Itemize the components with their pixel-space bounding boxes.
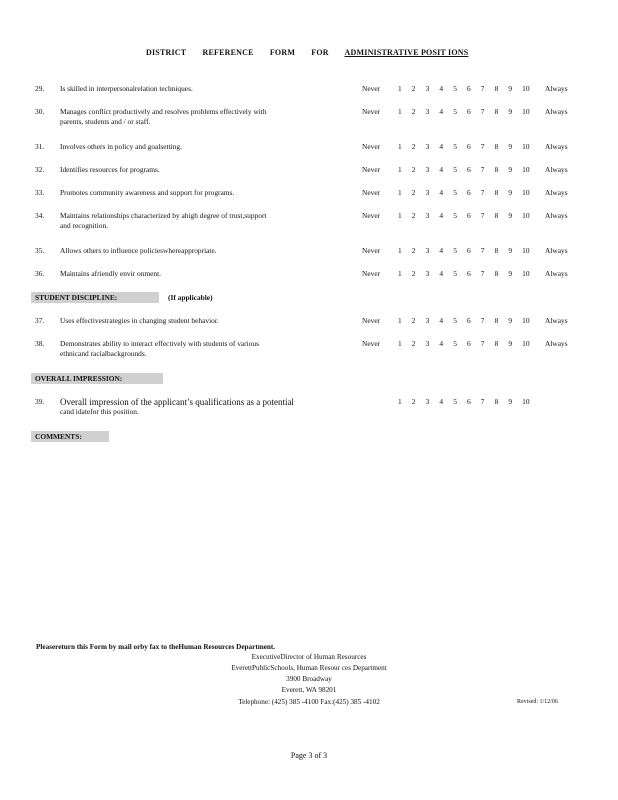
rating-option[interactable]: 4 [439,165,444,174]
rating-option[interactable]: 6 [466,142,471,151]
revised-date: Revised: 1/12/06 [517,699,558,705]
rating-scale [398,269,536,279]
item-text: Demonstrates ability to interact effectively with students of various [60,339,259,348]
item-text: Identifies resources for programs. [60,165,160,174]
rating-scale [398,142,536,152]
item-number: 29. [35,84,45,93]
rating-option[interactable]: 5 [453,84,457,93]
rating-option[interactable]: 7 [480,188,485,197]
rating-option[interactable]: 7 [480,316,485,325]
scale-never-label: Never [362,142,381,151]
rating-option[interactable]: 4 [439,246,444,255]
rating-option[interactable]: 9 [508,107,513,116]
section-label: OVERALL IMPRESSION: [35,374,123,383]
rating-option[interactable]: 3 [425,269,430,278]
rating-option[interactable]: 6 [466,107,471,116]
rating-option[interactable]: 10 [522,246,530,255]
rating-option[interactable]: 2 [411,269,416,278]
rating-option[interactable]: 3 [425,84,430,93]
item-text: Involves others in policy and goalsetting. [60,142,182,151]
rating-option[interactable]: 8 [494,107,499,116]
rating-scale [398,188,536,198]
rating-option[interactable]: 7 [480,211,485,220]
rating-option[interactable]: 9 [508,316,513,325]
rating-option[interactable]: 7 [480,107,485,116]
rating-option[interactable]: 9 [508,211,513,220]
rating-option[interactable]: 9 [508,269,513,278]
rating-option[interactable]: 3 [425,246,430,255]
rating-scale [398,211,536,221]
rating-option[interactable]: 7 [480,269,485,278]
rating-option[interactable]: 1 [398,142,402,151]
rating-option[interactable]: 4 [439,397,444,406]
rating-option[interactable]: 1 [398,246,402,255]
rating-option[interactable]: 4 [439,211,444,220]
item-text: Maintains relationships characterized by ahigh degree of trust,support [60,211,267,220]
scale-never-label: Never [362,339,381,348]
rating-option[interactable]: 4 [439,269,444,278]
item-number: 34. [35,211,45,220]
rating-option[interactable]: 4 [439,339,444,348]
item-text-continued: and recognition. [60,221,109,230]
item-text: Promotes community awareness and support for programs. [60,188,235,197]
scale-always-label: Always [545,246,568,255]
item-number: 35. [35,246,45,255]
scale-always-label: Always [545,339,568,348]
rating-option[interactable]: 10 [522,84,530,93]
title-word: DISTRICT [146,48,187,57]
item-text: Allows others to influence policieswhereappropriate. [60,246,217,255]
footer-director: ExecutiveDirector of Human Resources [251,653,367,661]
rating-option[interactable]: 3 [425,397,430,406]
footer-department: EverettPublicSchools, Human Resour ces Department [231,664,387,672]
section-note: (If applicable) [165,292,213,303]
scale-always-label: Always [545,188,568,197]
item-text: Manages conflict productively and resolves problems effectively with [60,107,267,116]
rating-scale [398,165,536,175]
rating-option[interactable]: 6 [466,84,471,93]
section-overall-impression [31,373,163,384]
rating-option[interactable]: 5 [453,188,457,197]
scale-never-label: Never [362,316,381,325]
rating-scale [398,339,536,349]
title-word: FOR [311,48,329,57]
rating-option[interactable]: 9 [508,246,513,255]
rating-option[interactable]: 6 [466,269,471,278]
rating-option[interactable]: 4 [439,107,444,116]
rating-option[interactable]: 10 [522,107,530,116]
rating-option[interactable]: 8 [494,142,499,151]
rating-scale [398,107,536,117]
rating-option[interactable]: 8 [494,397,499,406]
rating-option[interactable]: 3 [425,107,430,116]
rating-option[interactable]: 8 [494,246,499,255]
rating-option[interactable]: 10 [522,339,530,348]
rating-option[interactable]: 8 [494,188,499,197]
rating-option[interactable]: 1 [398,397,402,406]
rating-option[interactable]: 5 [453,339,457,348]
rating-option[interactable]: 7 [480,246,485,255]
rating-option[interactable]: 4 [439,316,444,325]
rating-option[interactable]: 3 [425,211,430,220]
rating-option[interactable]: 2 [411,246,416,255]
rating-option[interactable]: 2 [411,142,416,151]
rating-scale [398,316,536,326]
item-number: 30. [35,107,45,116]
rating-option[interactable]: 3 [425,316,430,325]
rating-option[interactable]: 5 [453,107,457,116]
rating-option[interactable]: 1 [398,339,402,348]
rating-option[interactable]: 8 [494,211,499,220]
rating-option[interactable]: 2 [411,339,416,348]
item-text: Maintains afriendly envir onment. [60,269,161,278]
title-underlined: ADMINISTRATIVE POSIT IONS [344,48,469,57]
rating-option[interactable]: 2 [411,107,416,116]
title-word: REFERENCE [202,48,254,57]
rating-scale [398,246,536,256]
item-text: Uses effectivestrategies in changing student behavior. [60,316,219,325]
rating-option[interactable]: 8 [494,84,499,93]
rating-option[interactable]: 3 [425,142,430,151]
item-number: 38. [35,339,45,348]
footer-phone-fax: Telephone: (425) 385 -4100 Fax:(425) 385 -4102 [238,698,380,706]
scale-never-label: Never [362,246,381,255]
rating-option[interactable]: 1 [398,316,402,325]
rating-option[interactable]: 5 [453,246,457,255]
scale-always-label: Always [545,165,568,174]
rating-scale [398,84,536,94]
scale-never-label: Never [362,107,381,116]
scale-always-label: Always [545,316,568,325]
rating-option[interactable]: 6 [466,211,471,220]
rating-option[interactable]: 9 [508,397,513,406]
scale-always-label: Always [545,211,568,220]
rating-option[interactable]: 7 [480,84,485,93]
rating-option[interactable]: 10 [522,269,530,278]
item-number: 31. [35,142,45,151]
rating-option[interactable]: 9 [508,142,513,151]
rating-option[interactable]: 7 [480,142,485,151]
rating-option[interactable]: 2 [411,84,416,93]
scale-never-label: Never [362,84,381,93]
rating-option[interactable]: 4 [439,142,444,151]
scale-never-label: Never [362,269,381,278]
page-number: Page 3 of 3 [290,751,328,760]
rating-option[interactable]: 3 [425,165,430,174]
return-instructions: Pleasereturn this Form by mail orby fax to theHuman Resources Department. [36,643,276,651]
rating-option[interactable]: 2 [411,397,416,406]
rating-option[interactable]: 10 [522,397,530,406]
scale-always-label: Always [545,269,568,278]
rating-option[interactable]: 2 [411,188,416,197]
scale-never-label: Never [362,211,381,220]
item-number: 39. [35,397,45,406]
item-number: 32. [35,165,45,174]
rating-option[interactable]: 2 [411,316,416,325]
item-text-continued: cand idatefor this position. [60,407,139,416]
scale-never-label: Never [362,188,381,197]
rating-option[interactable]: 5 [453,269,457,278]
item-text: Overall impression of the applicant’s qualifications as a potential [60,397,294,407]
form-title [146,48,468,57]
rating-scale [398,397,536,407]
rating-option[interactable]: 6 [466,246,471,255]
rating-option[interactable]: 10 [522,211,530,220]
rating-option[interactable]: 8 [494,339,499,348]
rating-option[interactable]: 10 [522,188,530,197]
rating-option[interactable]: 10 [522,142,530,151]
item-text-continued: parents, students and / or staff. [60,117,151,126]
section-comments [31,431,109,442]
rating-option[interactable]: 6 [466,316,471,325]
rating-option[interactable]: 3 [425,188,430,197]
rating-option[interactable]: 9 [508,339,513,348]
rating-option[interactable]: 1 [398,165,402,174]
rating-option[interactable]: 4 [439,188,444,197]
rating-option[interactable]: 5 [453,165,457,174]
rating-option[interactable]: 1 [398,107,402,116]
rating-option[interactable]: 6 [466,188,471,197]
rating-option[interactable]: 5 [453,142,457,151]
rating-option[interactable]: 7 [480,339,485,348]
scale-never-label: Never [362,165,381,174]
rating-option[interactable]: 4 [439,84,444,93]
rating-option[interactable]: 9 [508,165,513,174]
rating-option[interactable]: 2 [411,165,416,174]
rating-option[interactable]: 6 [466,165,471,174]
section-student-discipline [31,292,213,303]
footer-city: Everett, WA 98201 [281,686,337,694]
item-text: Is skilled in interpersonalrelation techniques. [60,84,193,93]
rating-option[interactable]: 5 [453,397,457,406]
rating-option[interactable]: 1 [398,211,402,220]
rating-option[interactable]: 5 [453,211,457,220]
rating-option[interactable]: 10 [522,165,530,174]
footer-street: 3900 Broadway [286,675,332,683]
scale-always-label: Always [545,107,568,116]
rating-option[interactable]: 2 [411,211,416,220]
rating-option[interactable]: 1 [398,188,402,197]
item-number: 33. [35,188,45,197]
rating-option[interactable]: 9 [508,84,513,93]
rating-option[interactable]: 7 [480,165,485,174]
rating-option[interactable]: 10 [522,316,530,325]
rating-option[interactable]: 6 [466,339,471,348]
rating-option[interactable]: 5 [453,316,457,325]
scale-always-label: Always [545,142,568,151]
rating-option[interactable]: 8 [494,165,499,174]
item-number: 36. [35,269,45,278]
item-number: 37. [35,316,45,325]
section-label: COMMENTS: [35,432,82,441]
rating-option[interactable]: 1 [398,269,402,278]
rating-option[interactable]: 7 [480,397,485,406]
rating-option[interactable]: 8 [494,269,499,278]
scale-always-label: Always [545,84,568,93]
rating-option[interactable]: 3 [425,339,430,348]
section-label: STUDENT DISCIPLINE: [35,293,118,302]
item-text-continued: ethnicand racialbackgrounds. [60,349,147,358]
rating-option[interactable]: 8 [494,316,499,325]
rating-option[interactable]: 9 [508,188,513,197]
rating-option[interactable]: 6 [466,397,471,406]
title-word: FORM [269,48,296,57]
rating-option[interactable]: 1 [398,84,402,93]
